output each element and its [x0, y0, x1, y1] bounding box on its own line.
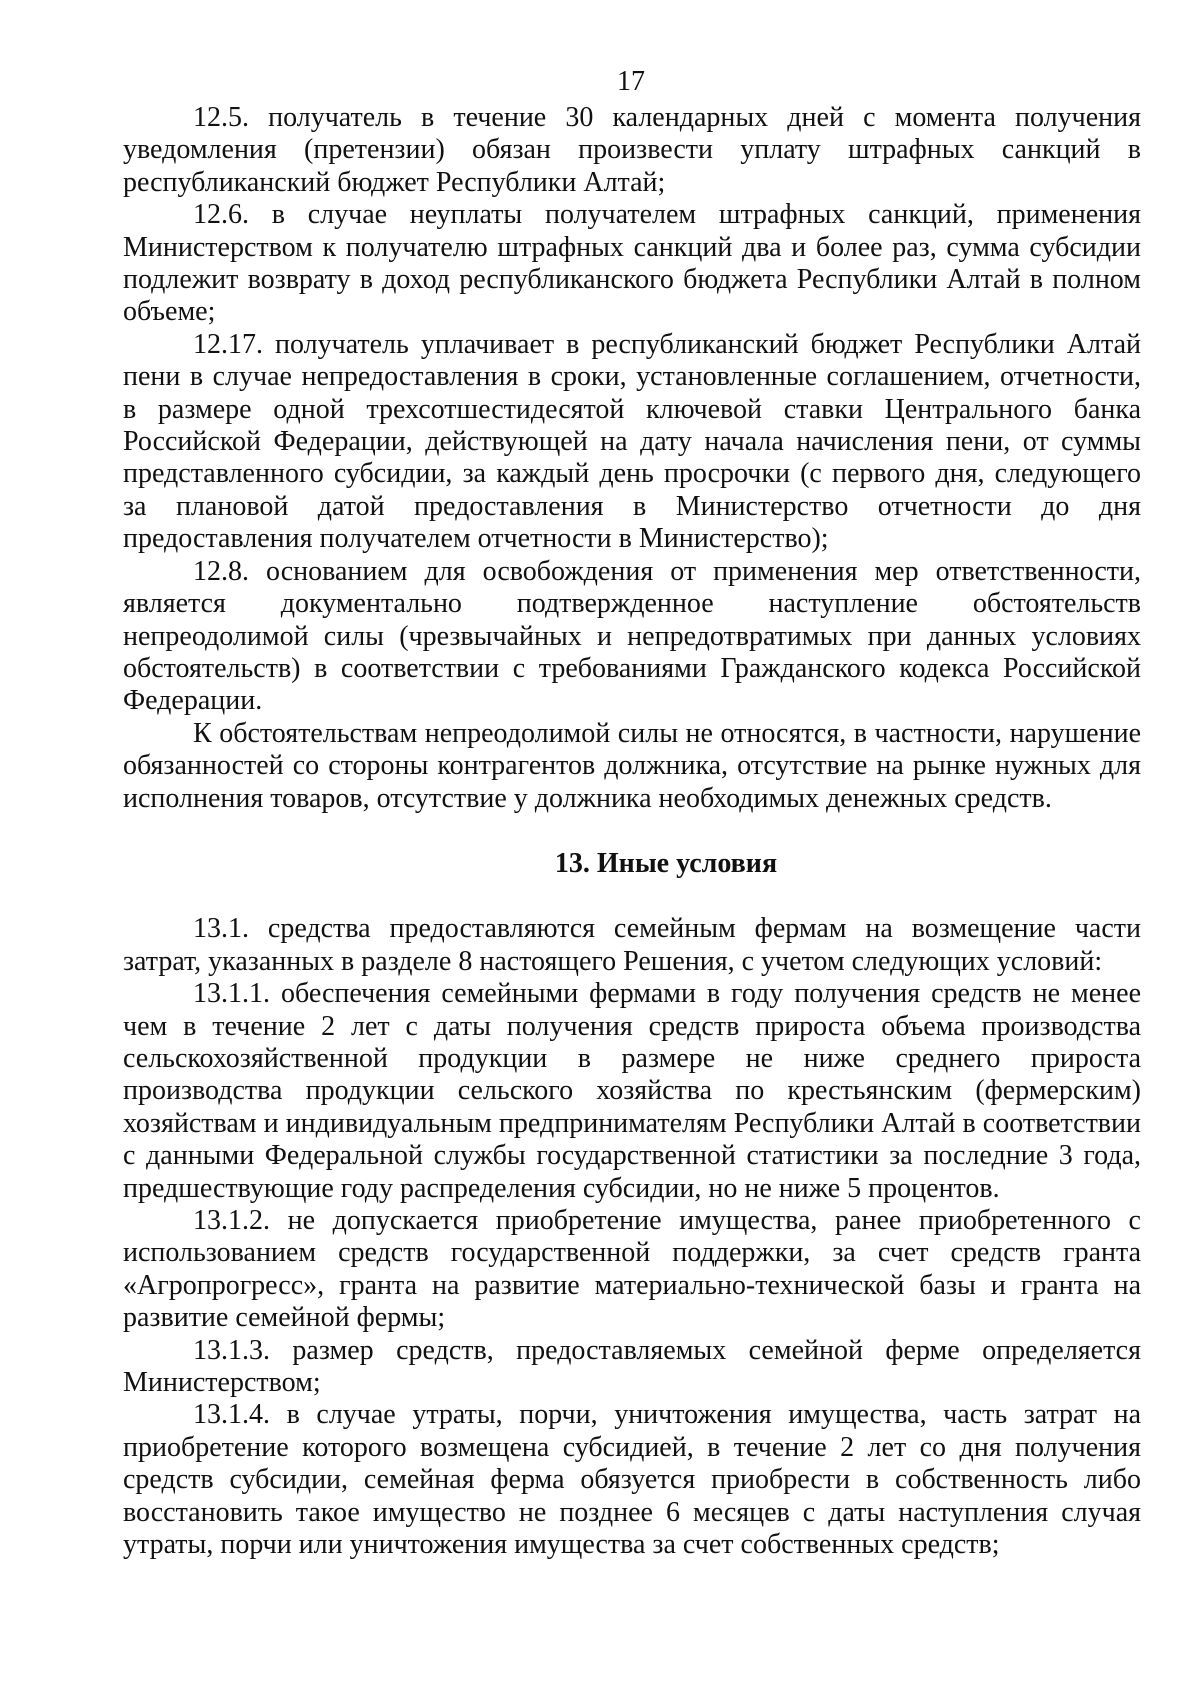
paragraph-13-1-3: 13.1.3. размер средств, предоставляемых семейной ферме определяется Министерством; — [123, 1334, 1141, 1399]
paragraph-12-5: 12.5. получатель в течение 30 календарных дней с момента получения уведомления (претензии) обязан произвести уплату штрафных санкций в республиканский бюджет Республики Алтай; — [123, 102, 1141, 198]
paragraph-force-majeure: К обстоятельствам непреодолимой силы не относятся, в частности, нарушение обязанностей со стороны контрагентов должника, отсутствие на рынке нужных для исполнения товаров, отсутствие у должника необходимых денежных средств. — [123, 717, 1141, 814]
paragraph-13-1: 13.1. средства предоставляются семейным фермам на возмещение части затрат, указанных в разделе 8 настоящего Решения, с учетом следующих условий: — [123, 913, 1141, 977]
document-body — [123, 102, 1141, 1561]
section-13-heading: 13. Иные условия — [554, 847, 778, 879]
paragraph-12-17: 12.17. получатель уплачивает в республиканский бюджет Республики Алтай пени в случае непредоставления в сроки, установленные соглашением, отчетности, в размере одной трехсотшестидесятой ключевой ставки Центрального банка Российской Федерации, действующей на дату начала начисления пени, от суммы представленного субсидии, за каждый день просрочки (с первого дня, следующего за плановой датой предоставления в Министерство отчетности до дня предоставления получателем отчетности в Министерство); — [123, 328, 1141, 555]
paragraph-13-1-1: 13.1.1. обеспечения семейными фермами в году получения средств не менее чем в течение 2 лет с даты получения средств прироста объема производства сельскохозяйственной продукции в размере не ниже среднего прироста производства продукции сельского хозяйства по крестьянским (фермерским) хозяйствам и индивидуальным предпринимателям Республики Алтай в соответствии с данными Федеральной службы государственной статистики за последние 3 года, предшествующие году распределения субсидии, но не ниже 5 процентов. — [123, 978, 1141, 1204]
paragraph-12-8: 12.8. основанием для освобождения от применения мер ответственности, является документально подтвержденное наступление обстоятельств непреодолимой силы (чрезвычайных и непредотвратимых при данных условиях обстоятельств) в соответствии с требованиями Гражданского кодекса Российской Федерации. — [123, 555, 1141, 717]
paragraph-13-1-2: 13.1.2. не допускается приобретение имущества, ранее приобретенного с использованием средств государственной поддержки, за счет средств гранта «Агропрогресс», гранта на развитие материально-технической базы и гранта на развитие семейной фермы; — [123, 1205, 1141, 1334]
page-number: 17 — [617, 66, 645, 97]
paragraph-13-1-4: 13.1.4. в случае утраты, порчи, уничтожения имущества, часть затрат на приобретение которого возмещена субсидией, в течение 2 лет со дня получения средств субсидии, семейная ферма обязуется приобрести в собственность либо восстановить такое имущество не позднее 6 месяцев с даты наступления случая утраты, порчи или уничтожения имущества за счет собственных средств; — [123, 1399, 1141, 1561]
paragraph-12-6: 12.6. в случае неуплаты получателем штрафных санкций, применения Министерством к получателю штрафных санкций два и более раз, сумма субсидии подлежит возврату в доход республиканского бюджета Республики Алтай в полном объеме; — [123, 199, 1141, 328]
